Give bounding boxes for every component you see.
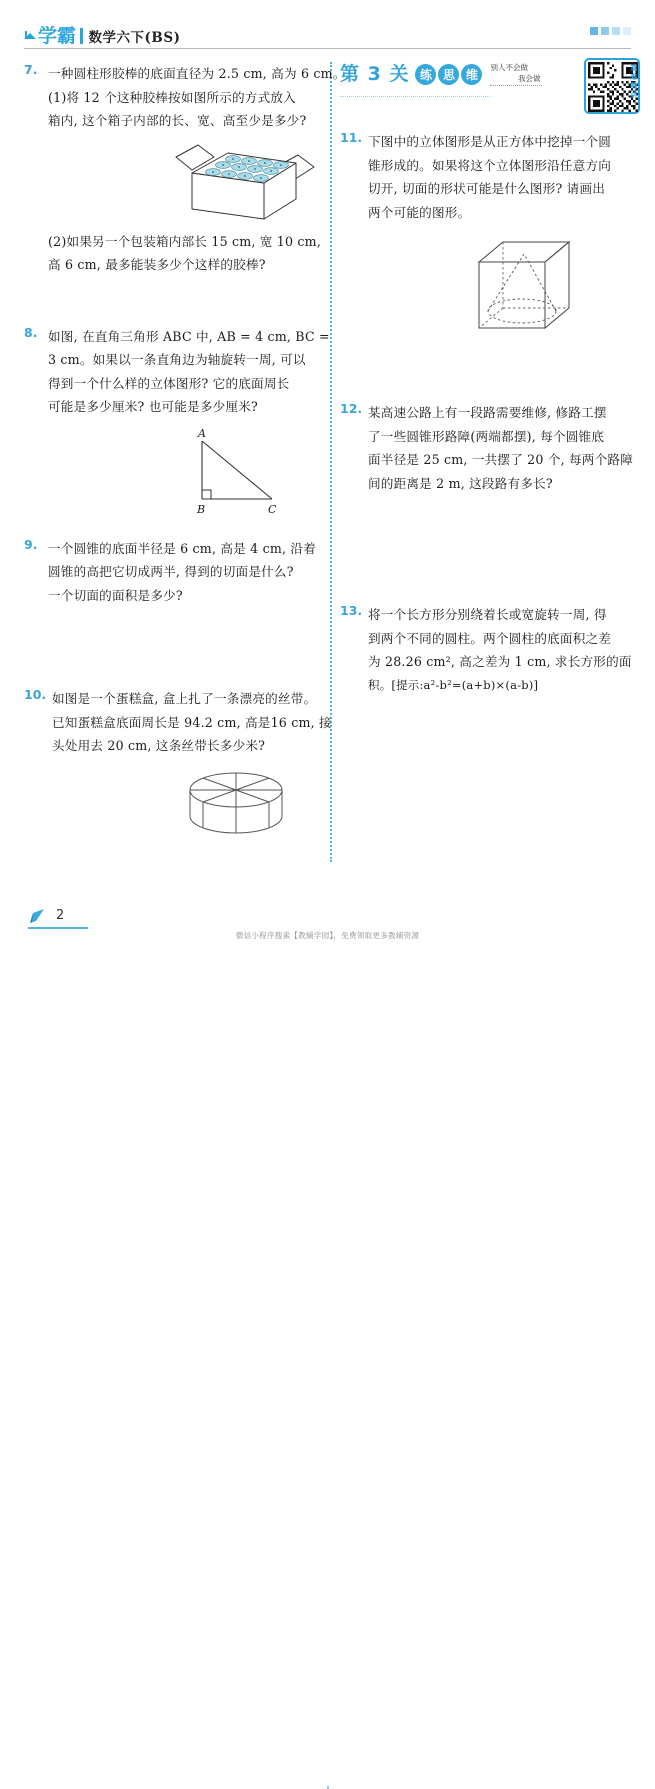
- problem-7: [24, 62, 346, 133]
- svg-text:C: C: [268, 502, 277, 516]
- graduation-cap-icon: [24, 30, 37, 43]
- problem-text-line: 了一些圆锥形路障(两端都摆), 每个圆锥底: [368, 428, 605, 444]
- problem-text-line: 头处用去 20 cm, 这条丝带长多少米?: [52, 738, 266, 753]
- problem-text-line: 3 cm。如果以一条直角边为轴旋转一周, 可以: [48, 352, 306, 367]
- problem-text-line: 切开, 切面的形状可能是什么图形? 请画出: [368, 181, 606, 196]
- footer-credit: 微信小程序搜索【教辅学园】，免费领取更多教辅资源: [235, 931, 420, 940]
- problem-number: 9.: [24, 536, 38, 552]
- problem-12: [340, 401, 640, 495]
- problem-text-line: 一种圆柱形胶棒的底面直径为 2.5 cm, 高为 6 cm。: [48, 66, 346, 81]
- figure-right-triangle: [24, 427, 324, 517]
- problem-text-line: 积。[提示:a²-b²=(a+b)×(a-b)]: [368, 677, 539, 692]
- problem-number: 12.: [340, 401, 363, 416]
- problem-text-line: 两个可能的图形。: [368, 204, 471, 220]
- problem-text-line: 将一个长方形分别绕着长或宽旋转一周, 得: [368, 607, 607, 622]
- pencil-icon: [28, 909, 50, 925]
- page-header: [0, 22, 655, 58]
- figure-open-box-with-glue-sticks: [24, 137, 324, 222]
- problem-10: [24, 687, 332, 758]
- qr-side-label: 重难精讲: [630, 64, 638, 99]
- slogan-line-1: 别人不会做: [490, 63, 528, 72]
- problem-text-line: 高 6 cm, 最多能装多少个这样的胶棒?: [48, 257, 266, 272]
- problem-number: 11.: [340, 130, 363, 145]
- svg-text:A: A: [198, 426, 206, 440]
- logo-divider-bar: [80, 28, 83, 44]
- problem-number: 10.: [24, 687, 47, 702]
- right-column: [340, 62, 640, 701]
- bubble-1: 练: [415, 64, 436, 85]
- problem-text-line: 锥形成的。如果将这个立体图形沿任意方向: [368, 157, 612, 173]
- problem-text-line: 如图是一个蛋糕盒, 盒上扎了一条漂亮的丝带。: [52, 691, 317, 706]
- slogan-line-2: 我会做: [517, 74, 541, 83]
- problem-text-line: 下图中的立体图形是从正方体中挖掉一个圆: [368, 134, 612, 149]
- section-banner: [340, 62, 640, 112]
- figure-cake-box: [24, 764, 324, 844]
- problem-text-line: 可能是多少厘米? 也可能是多少厘米?: [48, 399, 259, 414]
- banner-dotted-rule: [340, 96, 490, 97]
- page-footer: [0, 893, 655, 953]
- header-rule: [24, 48, 631, 49]
- problem-text-line: 间的距离是 2 m, 这段路有多长?: [368, 475, 553, 491]
- figure-cube-with-cone: [340, 234, 640, 339]
- slogan-dotted-rule: [490, 85, 542, 86]
- problem-text-line: (2)如果另一个包装箱内部长 15 cm, 宽 10 cm,: [48, 233, 322, 249]
- problem-number: 7.: [24, 62, 38, 77]
- problem-11: [340, 130, 640, 224]
- banner-slogan: [490, 62, 542, 86]
- left-column: [24, 62, 346, 844]
- deco-square-1: [590, 27, 598, 35]
- svg-text:B: B: [197, 502, 206, 516]
- bubble-2: 思: [438, 64, 459, 85]
- problem-text-line: 某高速公路上有一段路需要维修, 修路工摆: [368, 405, 607, 420]
- bubble-3: 维: [461, 64, 482, 85]
- problem-7-part2: [24, 230, 324, 277]
- problem-text-line: (1)将 12 个这种胶棒按如图所示的方式放入: [48, 89, 296, 105]
- problem-number: 8.: [24, 324, 38, 340]
- problem-text-line: 得到一个什么样的立体图形? 它的底面周长: [48, 375, 290, 391]
- problem-8: [24, 324, 330, 419]
- deco-square-2: [601, 27, 609, 35]
- problem-text-line: 圆锥的高把它切成两半, 得到的切面是什么?: [48, 564, 294, 579]
- problem-13: [340, 603, 640, 697]
- deco-square-4: [623, 27, 631, 35]
- level-label: 第 3 关: [340, 63, 410, 85]
- problem-text-line: 一个圆锥的底面半径是 6 cm, 高是 4 cm, 沿着: [48, 540, 316, 556]
- logo-text: 学霸: [38, 25, 77, 47]
- page-number: 2: [56, 908, 65, 923]
- problem-text-line: 箱内, 这个箱子内部的长、宽、高至少是多少?: [48, 113, 307, 128]
- subject-label: 数学六下(BS): [88, 30, 181, 46]
- page-number-underline: [28, 927, 88, 929]
- column-divider: [330, 62, 332, 862]
- problem-number: 13.: [340, 603, 363, 618]
- problem-text-line: 已知蛋糕盒底面周长是 94.2 cm, 高是16 cm, 接: [52, 714, 332, 730]
- problem-text-line: 到两个不同的圆柱。两个圆柱的底面积之差: [368, 630, 612, 646]
- decorative-squares: [590, 27, 631, 35]
- brand-logo: [24, 22, 180, 50]
- page-number-block: [28, 908, 64, 925]
- problem-text-line: 面半径是 25 cm, 一共摆了 20 个, 每两个路障: [368, 452, 633, 467]
- problem-text-line: 如图, 在直角三角形 ABC 中, AB = 4 cm, BC =: [48, 328, 330, 344]
- problem-text-line: 为 28.26 cm², 高之差为 1 cm, 求长方形的面: [368, 654, 632, 669]
- problem-9: [24, 537, 324, 608]
- deco-square-3: [612, 27, 620, 35]
- problem-text-line: 一个切面的面积是多少?: [48, 587, 183, 603]
- level-bubbles: [415, 64, 482, 85]
